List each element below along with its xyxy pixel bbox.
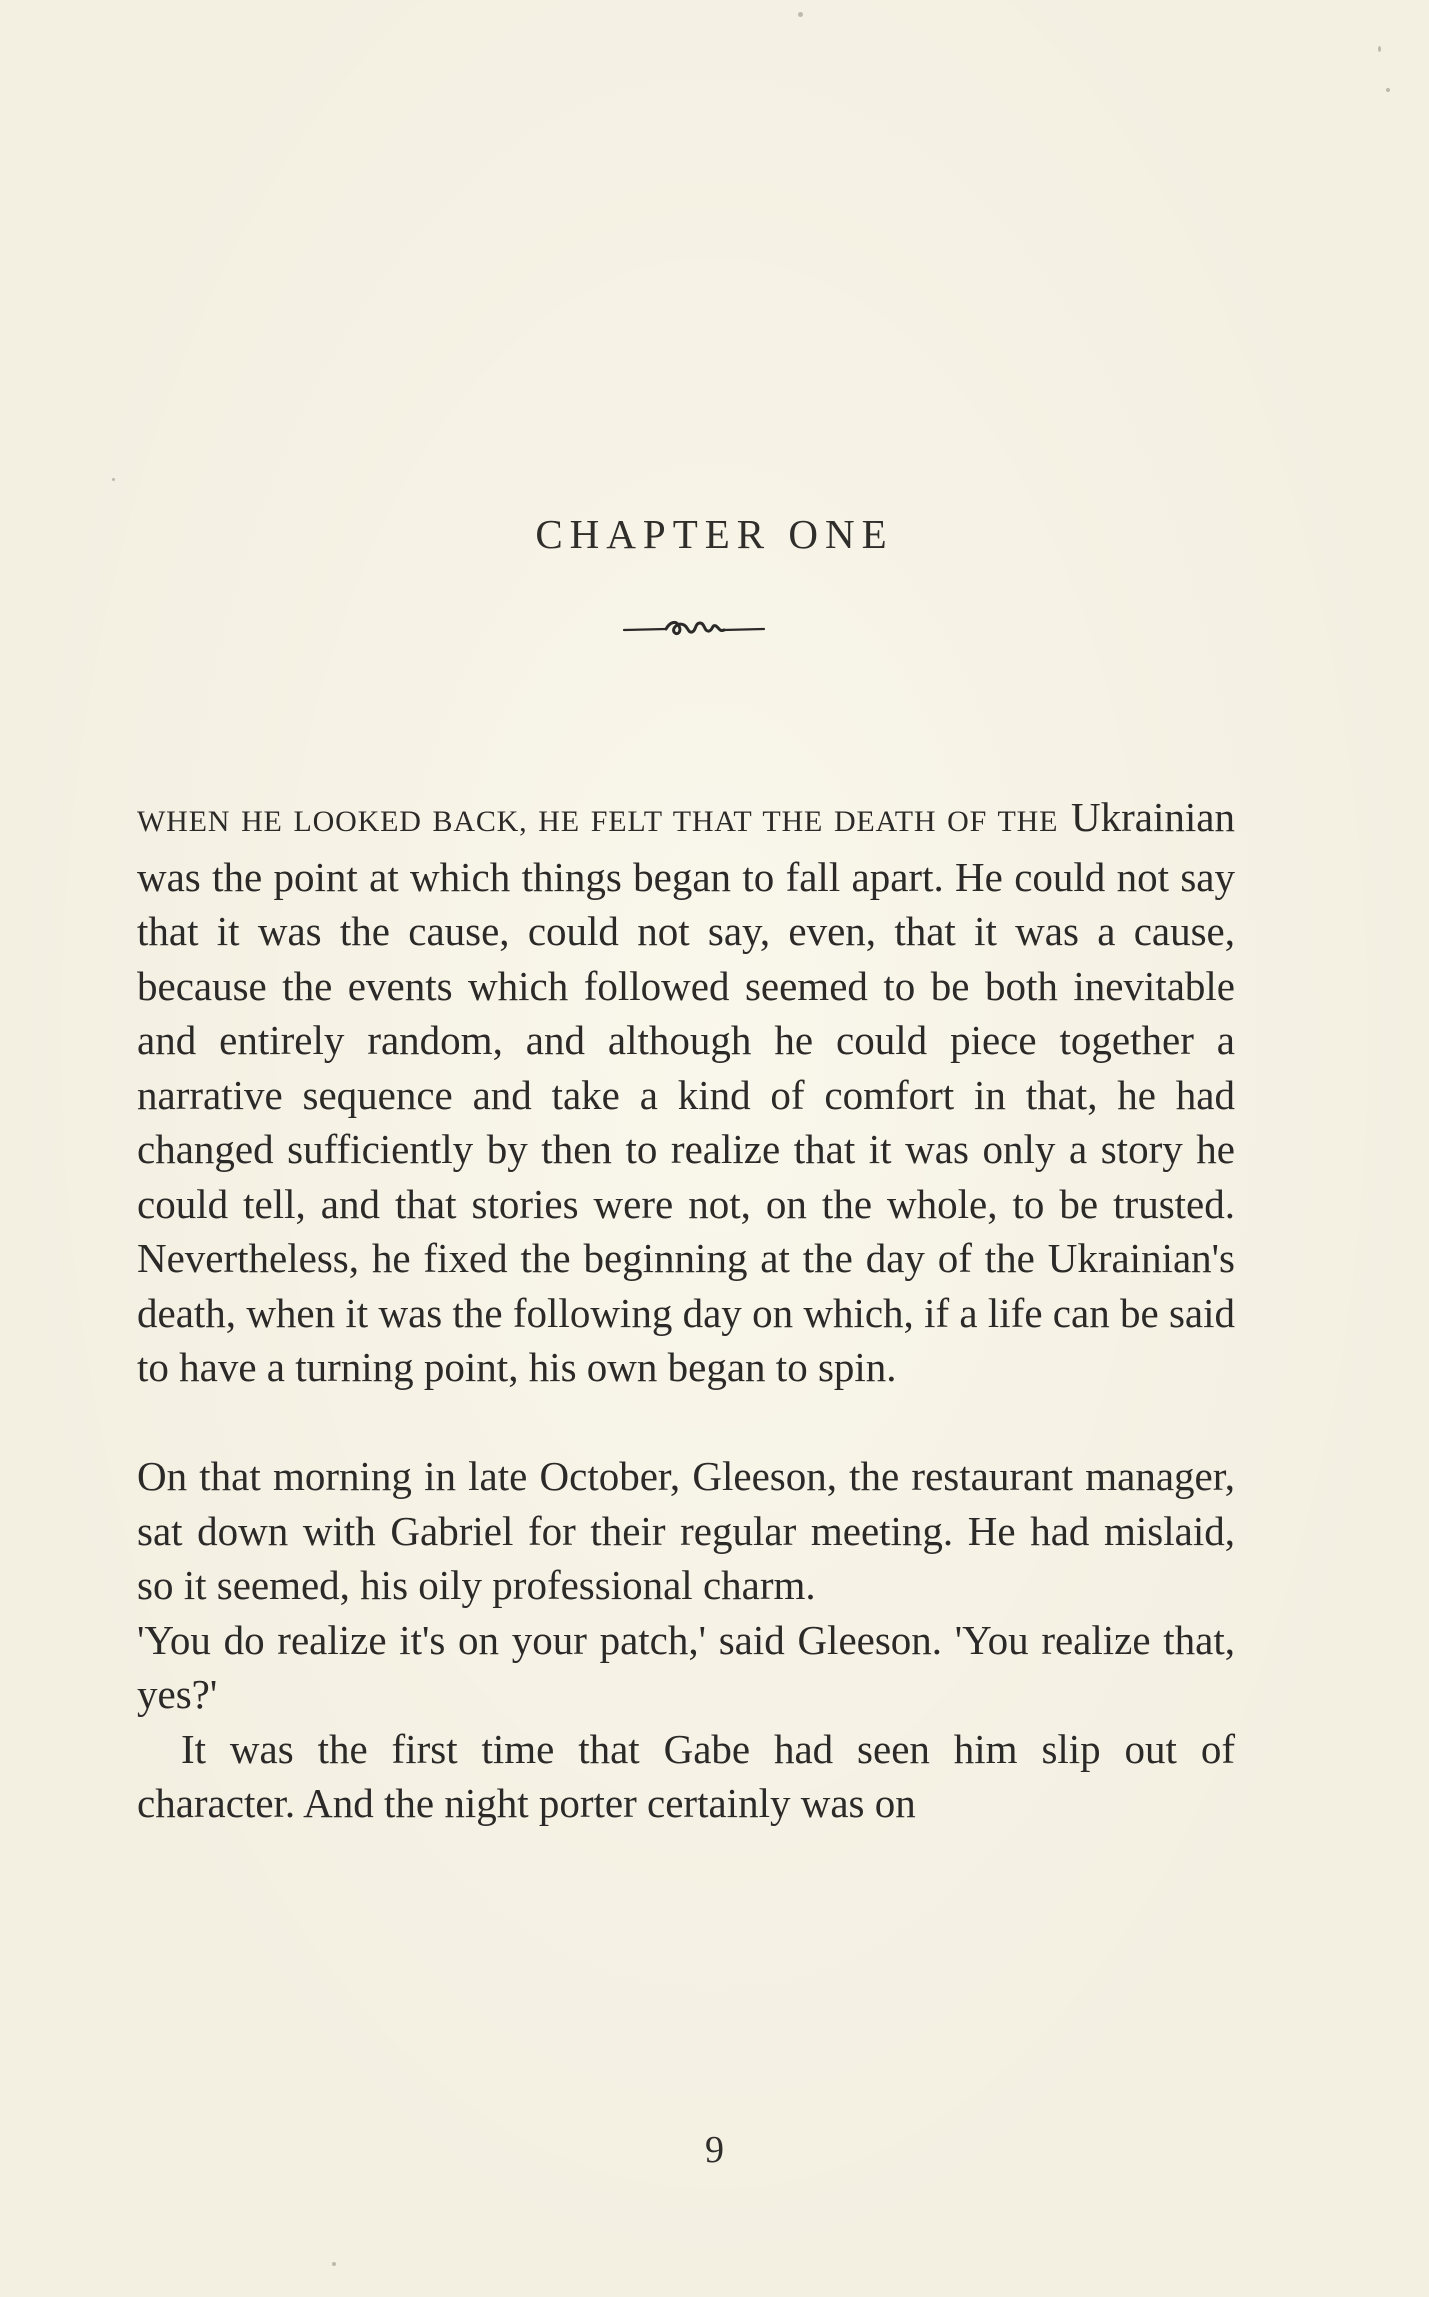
paper-speck	[332, 2262, 336, 2266]
chapter-body	[137, 790, 1235, 1831]
paragraph-morning: On that morning in late October, Gleeson, the restaurant manager, sat down with Gabriel for their regular meeting. He had mislaid, so it seemed, his oily professional charm.	[137, 1453, 1235, 1608]
chapter-title: CHAPTER ONE	[535, 511, 894, 557]
paper-speck	[798, 12, 803, 17]
paragraph-character: It was the first time that Gabe had seen him slip out of character. And the night porter certainly was on	[137, 1725, 1235, 1826]
paper-speck	[112, 478, 115, 481]
paper-speck	[1386, 88, 1390, 92]
opening-small-caps: WHEN HE LOOKED BACK, HE FELT THAT THE DEATH OF THE	[137, 805, 1059, 838]
scroll-flourish-icon	[622, 610, 766, 644]
page-number: 9	[705, 2129, 724, 2171]
opening-text: Ukrainian was the point at which things began to fall apart. He could not say that it was the cause, could not say, even, that it was a cause, because the events which followed seemed to be both inevitable and entirely random, and although he could piece together a narrative sequence and take a kind of comfort in that, he had changed sufficiently by then to realize that it was only a story he could tell, and that stories were not, on the whole, to be trusted. Nevertheless, he fixed the beginning at the day of the Ukrainian's death, when it was the following day on which, if a life can be said to have a turning point, his own began to spin.	[137, 794, 1235, 1390]
paragraph-opening	[137, 790, 1235, 1395]
paper-speck	[1378, 46, 1381, 52]
paragraph-dialogue: 'You do realize it's on your patch,' said Gleeson. 'You realize that, yes?'	[137, 1616, 1235, 1717]
